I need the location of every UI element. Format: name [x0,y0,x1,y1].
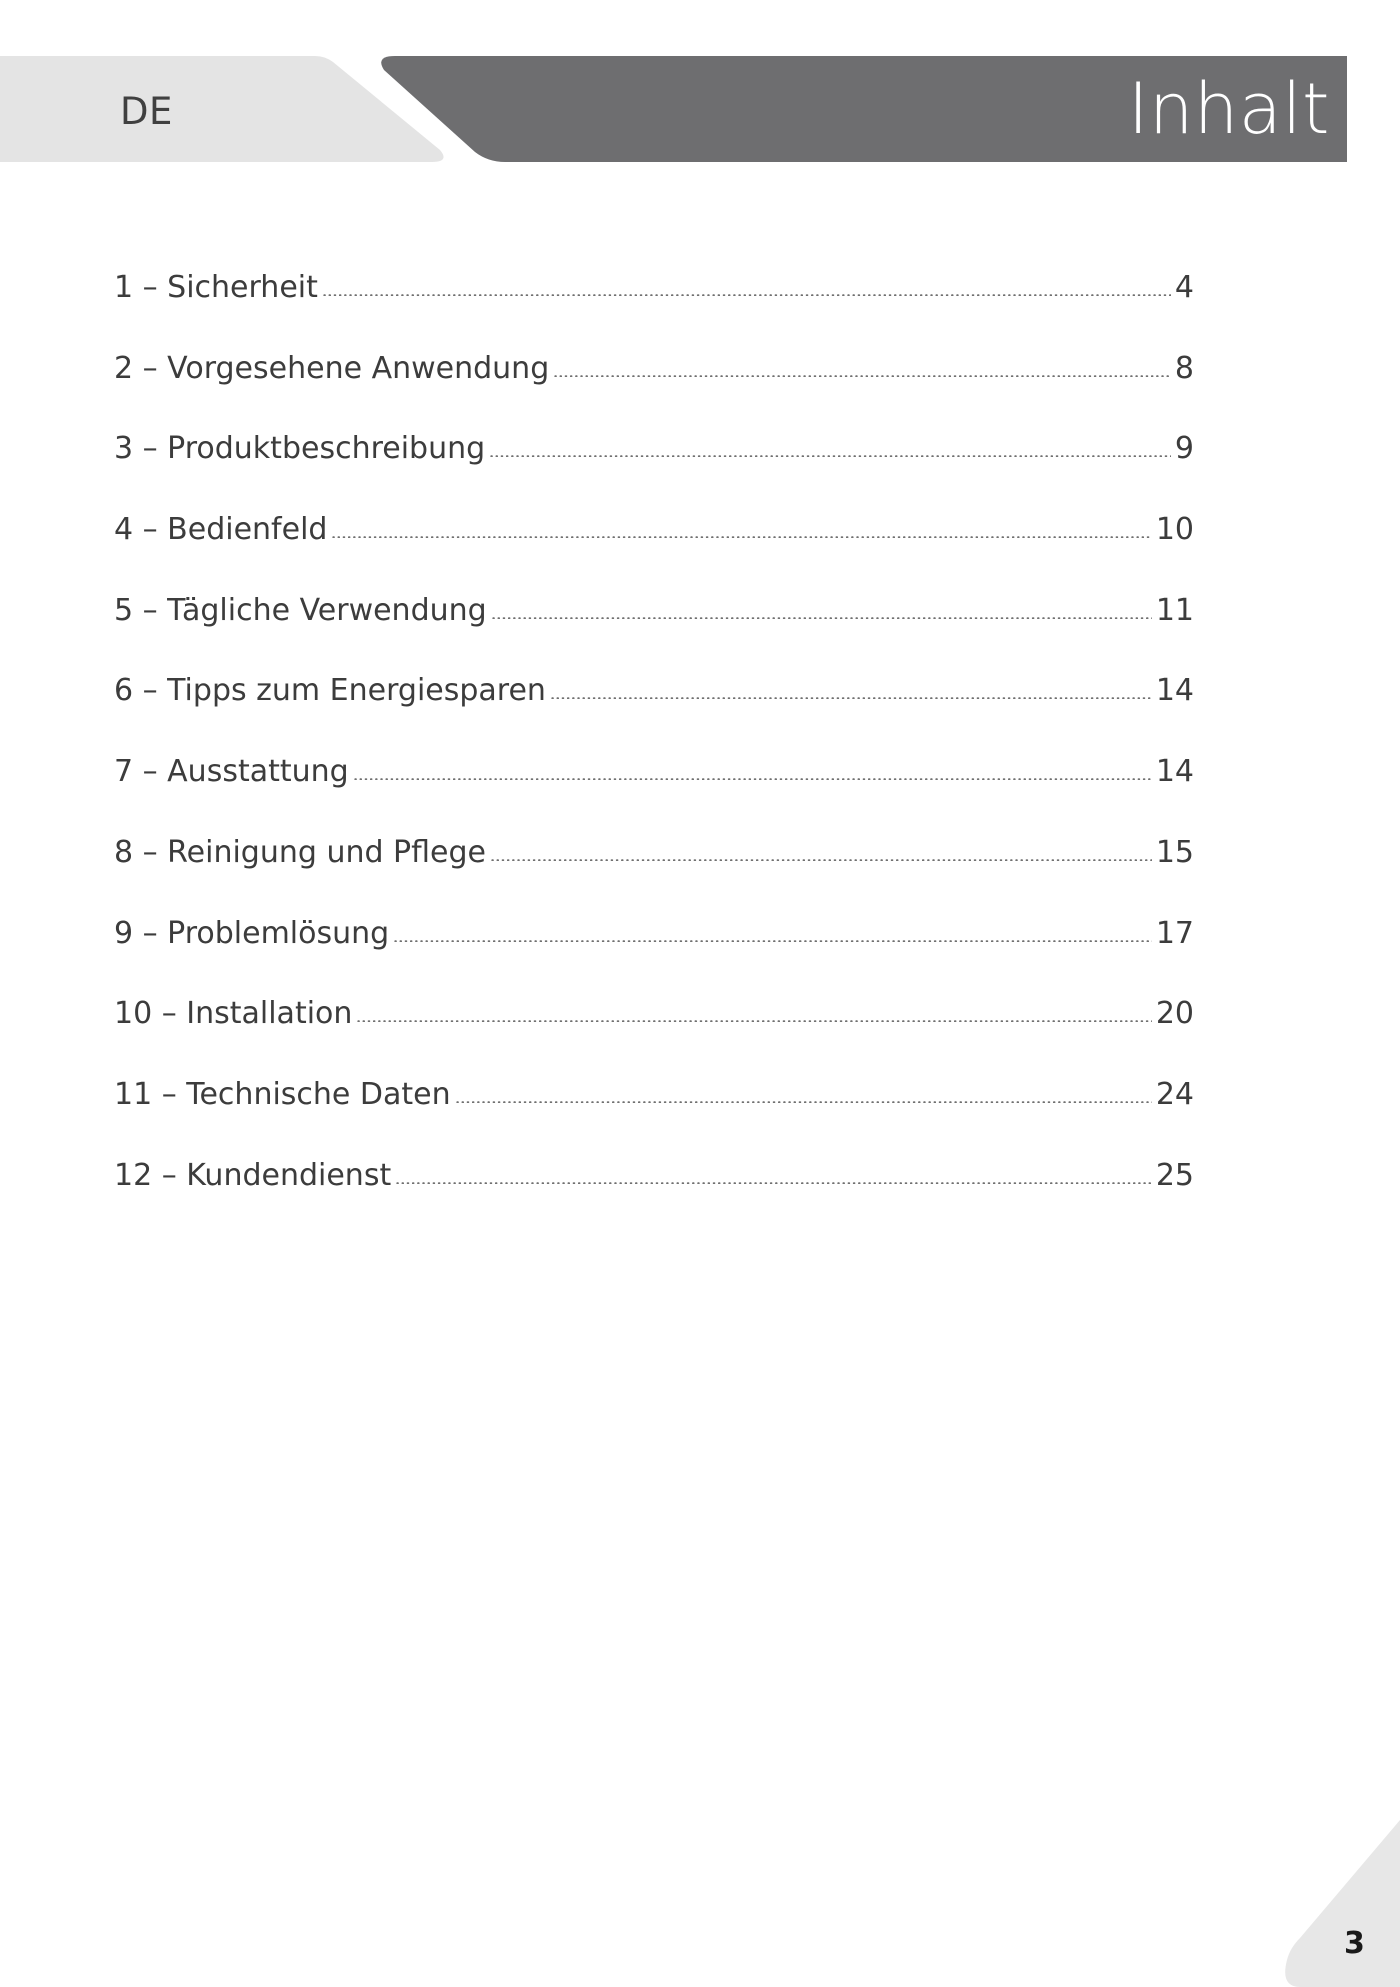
toc-entry-page: 10 [1155,512,1194,548]
toc-entry[interactable] [114,431,1194,512]
toc-dot-leader [490,859,1152,861]
toc-dot-leader [455,1101,1152,1103]
toc-entry-page: 17 [1155,915,1194,951]
toc-entry-page: 24 [1155,1076,1194,1112]
toc-entry-label: 10 – Installation [114,996,353,1032]
toc-entry[interactable] [114,593,1194,674]
toc-entry-label: 3 – Produktbeschreibung [114,431,486,467]
toc-dot-leader [356,1020,1151,1022]
toc-entry-page: 11 [1155,592,1194,628]
table-of-contents [114,270,1194,1238]
corner-triangle-shape [1285,1820,1400,1987]
toc-entry-page: 8 [1174,350,1194,386]
toc-dot-leader [550,697,1152,699]
toc-entry[interactable] [114,835,1194,916]
toc-entry[interactable] [114,351,1194,432]
language-label: DE [120,90,173,133]
toc-dot-leader [393,940,1152,942]
toc-entry-page: 25 [1155,1157,1194,1193]
toc-entry-page: 4 [1174,270,1194,305]
toc-entry-label: 5 – Tägliche Verwendung [114,592,487,628]
toc-entry-label: 8 – Reinigung und Pflege [114,834,486,870]
toc-entry[interactable] [114,996,1194,1077]
toc-entry-page: 14 [1155,673,1194,709]
toc-dot-leader [553,375,1171,377]
toc-entry[interactable] [114,270,1194,351]
toc-entry[interactable] [114,673,1194,754]
toc-entry-label: 7 – Ausstattung [114,754,349,790]
toc-entry-label: 9 – Problemlösung [114,915,390,951]
toc-dot-leader [353,778,1152,780]
toc-entry[interactable] [114,916,1194,997]
toc-entry-label: 4 – Bedienfeld [114,512,328,548]
page-title: Inhalt [1127,68,1330,150]
toc-entry[interactable] [114,754,1194,835]
toc-dot-leader [331,536,1151,538]
toc-entry[interactable] [114,1158,1194,1239]
toc-dot-leader [395,1182,1152,1184]
page-number: 3 [1344,1926,1365,1961]
toc-entry[interactable] [114,512,1194,593]
toc-entry-page: 9 [1174,431,1194,467]
toc-entry-label: 1 – Sicherheit [114,270,318,305]
toc-dot-leader [489,455,1171,457]
toc-entry-page: 20 [1155,996,1194,1032]
toc-entry-label: 6 – Tipps zum Energiesparen [114,673,546,709]
language-tab-shape [0,56,444,162]
toc-entry-page: 15 [1155,834,1194,870]
toc-dot-leader [491,617,1152,619]
toc-dot-leader [322,294,1171,296]
toc-entry-label: 11 – Technische Daten [114,1076,451,1112]
toc-entry-label: 12 – Kundendienst [114,1157,392,1193]
toc-entry-label: 2 – Vorgesehene Anwendung [114,350,550,386]
toc-entry-page: 14 [1155,754,1194,790]
toc-entry[interactable] [114,1077,1194,1158]
